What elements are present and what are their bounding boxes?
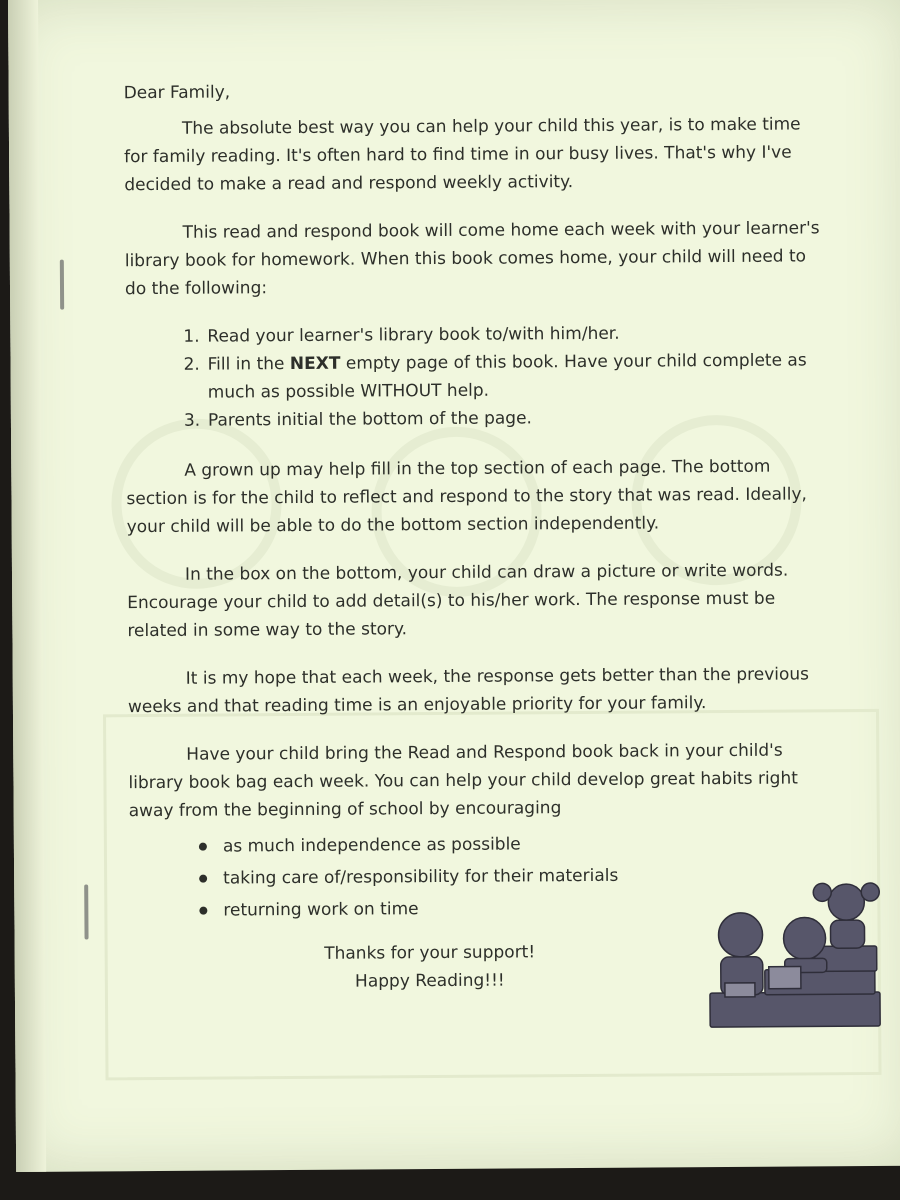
closing-thanks: Thanks for your support! [324, 942, 536, 964]
list-item: taking care of/responsibility for their materials [199, 858, 829, 894]
letter-sheet: ​ Dear Family, The absolute best way you can help your child this year, is to make time for family reading. It's often hard to find time in our busy lives. That's why I've decided to make a read and respond weekly activity. This read and respond book will come home each week with your learner's library book for homework. When this book comes home, your child will need to do the following: 1. Read your learner's library book to/with him/her. 2. Fill in the NEXT empty page of this book. Have your child complete as much as possible WITHOUT help. 3. Parents initial the bottom of the page. A grown up may help fill in the top section of each page. The bottom section is for the child to reflect and respond to the story that was read. Ideally, your child will be able to do the bottom section independently. In the box on the bottom, your child can draw a picture or write words. Encourage your child to add detail(s) to his/her work. The response must be related in some way to the story. It is my hope that each week, the response gets better than the previous weeks and that reading time is an enjoyable priority for your family. Have your child bring the Read and Respond book back in your child's library book bag each week. You can help your child develop great habits right away from the beginning of school by encouraging as much independence as possible taking care of/responsibility for their materials returning work on time Thanks for your support! Happy Reading!!! [8, 0, 900, 1172]
bullet-icon [199, 907, 207, 915]
emphasis-next: NEXT [289, 353, 341, 375]
list-item: 1. Read your learner's library book to/with him/her. [183, 323, 620, 347]
staple-mark [84, 884, 88, 939]
paragraph-read-respond-book: This read and respond book will come home each week with your learner's library book for homework. When this book comes home, your child will need to do the following: [124, 218, 820, 300]
paragraph-grown-up-help: A grown up may help fill in the top section of each page. The bottom section is for the child to reflect and respond to the story that was read. Ideally, your child will be able to do the bottom section independently. [126, 456, 807, 538]
paragraph-family-reading: The absolute best way you can help your child this year, is to make time for family reading. It's often hard to find time in our busy lives. That's why I've decided to make a read and respond weekly activity. [124, 114, 801, 196]
letter-greeting: Dear Family, [123, 82, 231, 104]
paragraph-drawing-box: In the box on the bottom, your child can draw a picture or write words. Encourage your child to add detail(s) to his/her work. The response must be related in some way to the story. [127, 560, 789, 642]
page-fold-shadow [8, 0, 46, 1172]
list-item: 3. Parents initial the bottom of the page. [183, 408, 532, 431]
kids-reading-clipart [704, 874, 885, 1035]
letter-body [124, 74, 830, 997]
homework-steps-list [183, 318, 826, 434]
closing-happy-reading: Happy Reading!!! [354, 970, 505, 992]
list-item: returning work on time [199, 890, 829, 926]
letter-closing [130, 937, 730, 997]
list-item: 2. Fill in the NEXT empty page of this book. Have your child complete as much as possible WITHOUT help. [183, 350, 807, 403]
paragraph-weekly-hope: It is my hope that each week, the response gets better than the previous weeks and that reading time is an enjoyable priority for your family. [127, 664, 810, 718]
bullet-icon [199, 843, 207, 851]
bullet-icon [199, 875, 207, 883]
paragraph-book-bag: Have your child bring the Read and Respond book back in your child's library book bag each week. You can help your child develop great habits right away from the beginning of school by encouraging [128, 740, 798, 822]
staple-mark [60, 260, 64, 310]
list-item: as much independence as possible [199, 826, 829, 862]
